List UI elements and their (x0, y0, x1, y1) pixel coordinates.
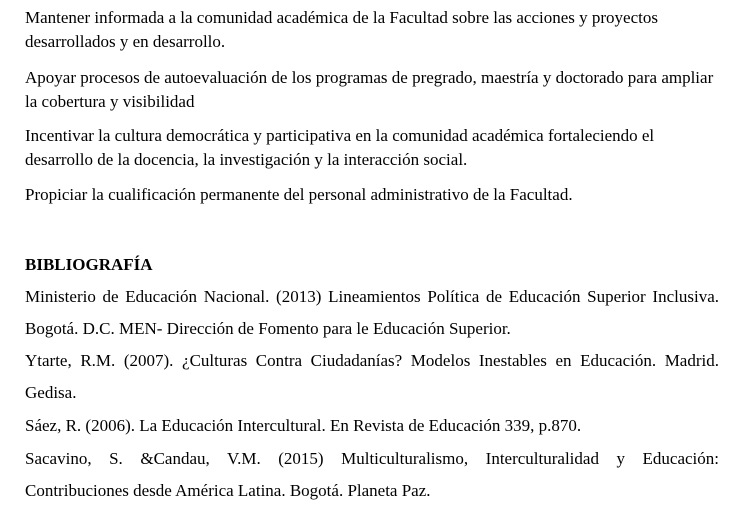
bibliography-entry: Ytarte, R.M. (2007). ¿Culturas Contra Ciudadanías? Modelos Inestables en Educación. Madrid. Gedisa. (25, 351, 719, 402)
bibliography-heading: BIBLIOGRAFÍA (25, 255, 153, 274)
bibliography-entry: Sacavino, S. &Candau, V.M. (2015) Multiculturalismo, Interculturalidad y Educación: Contribuciones desde América Latina. Bogotá. Planeta Paz. (25, 449, 719, 500)
paragraph-4: Propiciar la cualificación permanente del personal administrativo de la Facultad. (25, 185, 573, 204)
bibliography-entry: Ministerio de Educación Nacional. (2013) Lineamientos Política de Educación Superior Inclusiva. Bogotá. D.C. MEN- Dirección de Fomento para le Educación Superior. (25, 287, 719, 338)
paragraph-3: Incentivar la cultura democrática y participativa en la comunidad académica fortaleciendo el desarrollo de la docencia, la investigación y la interacción social. (25, 126, 655, 169)
paragraph-1: Mantener informada a la comunidad académica de la Facultad sobre las acciones y proyectos desarrollados y en desarrollo. (25, 8, 658, 51)
paragraph-2: Apoyar procesos de autoevaluación de los programas de pregrado, maestría y doctorado para ampliar la cobertura y visibilidad (25, 68, 714, 111)
bibliography-entry: Sáez, R. (2006). La Educación Intercultural. En Revista de Educación 339, p.870. (25, 416, 582, 435)
